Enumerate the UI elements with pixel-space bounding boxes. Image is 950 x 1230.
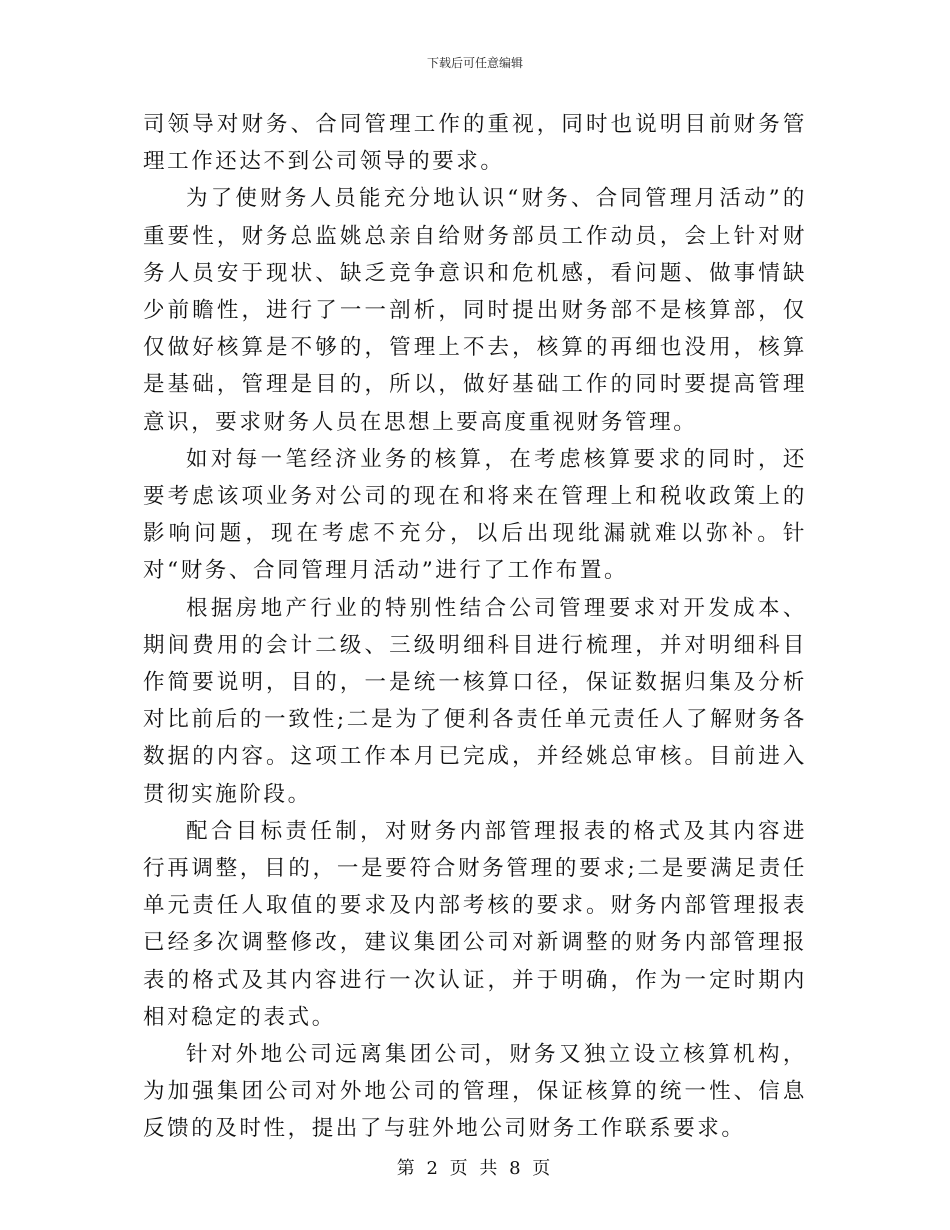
paragraph: 为了使财务人员能充分地认识“财务、合同管理月活动”的重要性，财务总监姚总亲自给财务部员工作动员，会上针对财务人员安于现状、缺乏竞争意识和危机感，看问题、做事情缺少前瞻性，进行了一一剖析，同时提出财务部不是核算部，仅仅做好核算是不够的，管理上不去，核算的再细也没用，核算是基础，管理是目的，所以，做好基础工作的同时要提高管理意识，要求财务人员在思想上要高度重视财务管理。 <box>143 186 807 435</box>
paragraph-continued: 司领导对财务、合同管理工作的重视，同时也说明目前财务管理工作还达不到公司领导的要求。 <box>143 112 807 175</box>
page-number: 第 2 页 共 8 页 <box>396 1158 554 1179</box>
paragraph: 配合目标责任制，对财务内部管理报表的格式及其内容进行再调整，目的，一是要符合财务管理的要求;二是要满足责任单元责任人取值的要求及内部考核的要求。财务内部管理报表已经多次调整修改，建议集团公司对新调整的财务内部管理报表的格式及其内容进行一次认证，并于明确，作为一定时期内相对稳定的表式。 <box>143 818 807 1030</box>
document-body <box>143 106 807 1148</box>
paragraph: 根据房地产行业的特别性结合公司管理要求对开发成本、期间费用的会计二级、三级明细科目进行梳理，并对明细科目作简要说明，目的，一是统一核算口径，保证数据归集及分析对比前后的一致性;二是为了便利各责任单元责任人了解财务各数据的内容。这项工作本月已完成，并经姚总审核。目前进入贯彻实施阶段。 <box>143 595 807 807</box>
paragraph: 针对外地公司远离集团公司，财务又独立设立核算机构，为加强集团公司对外地公司的管理，保证核算的统一性、信息反馈的及时性，提出了与驻外地公司财务工作联系要求。 <box>143 1042 807 1142</box>
paragraph: 如对每一笔经济业务的核算，在考虑核算要求的同时，还要考虑该项业务对公司的现在和将来在管理上和税收政策上的影响问题，现在考虑不充分，以后出现纰漏就难以弥补。针对“财务、合同管理月活动”进行了工作布置。 <box>143 446 807 584</box>
page-header-note: 下载后可任意编辑 <box>426 56 523 70</box>
